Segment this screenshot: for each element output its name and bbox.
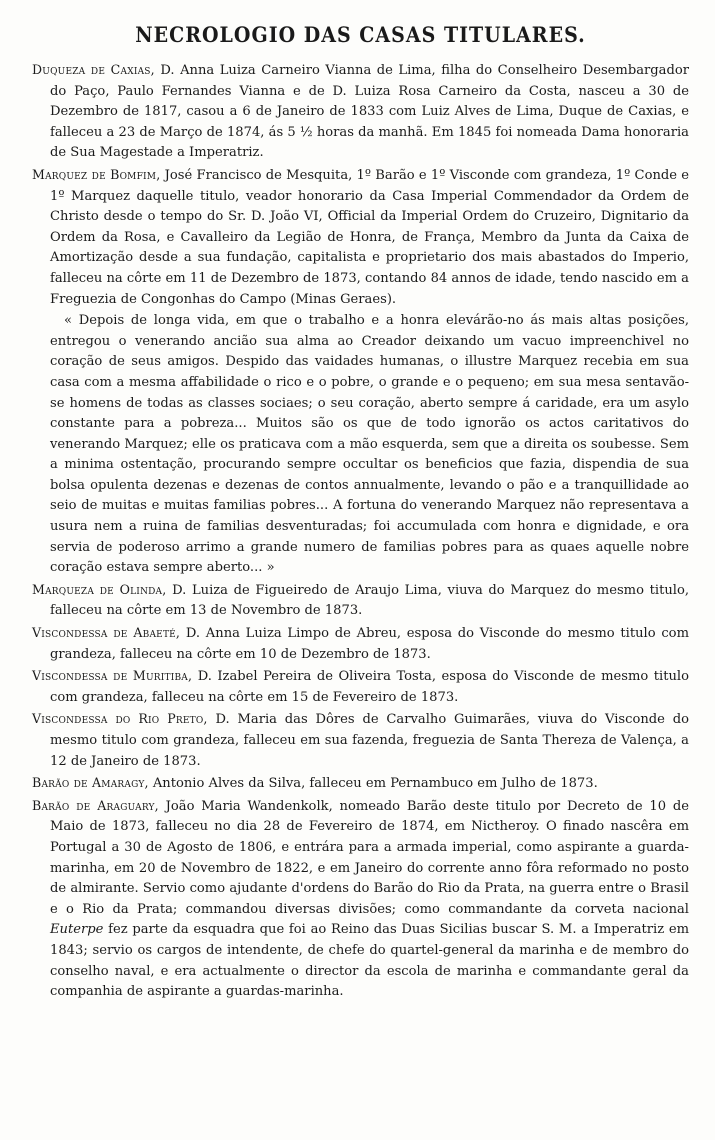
entry-duqueza-de-caxias <box>32 60 689 164</box>
quote-paragraph: « Depois de longa vida, em que o trabalho e a honra elevárão-no ás mais altas posições, entregou o venerando ancião sua alma ao Creador deixando um vacuo impreenchivel no coração de seus amigos. Despido das vaidades humanas, o illustre Marquez recebia em sua casa com a mesma affabilidade o rico e o pobre, o grande e o pequeno; em sua mesa sentavão-se homens de todas as classes sociaes; o seu coração, aberto sempre á caridade, era um asylo constante para a pobreza... Muitos são os que de todo ignorão os actos caritativos do venerando Marquez; elle os praticava com a mão esquerda, sem que a direita os soubesse. Sem a minima ostentação, procurando sempre occultar os beneficios que fazia, dispendia de sua bolsa opulenta dezenas e dezenas de contos annualmente, levando o pão e a tranquillidade ao seio de muitas e muitas familias pobres... A fortuna do venerando Marquez não representava a usura nem a ruina de familias desventuradas; foi accumulada com honra e dignidade, e ora servia de poderoso arrimo a grande numero de familias pobres para as quaes aquelle nobre coração estava sempre aberto... » <box>50 313 689 576</box>
page-title: NECROLOGIO DAS CASAS TITULARES. <box>135 22 586 48</box>
entry-name: Duqueza de Caxias, <box>32 62 155 77</box>
entry-name: Viscondessa de Muritiba, <box>32 668 193 684</box>
entry-text: Antonio Alves da Silva, falleceu em Pernambuco em Julho de 1873. <box>148 776 598 792</box>
entry-name: Barão de Araguary, <box>32 797 159 813</box>
entry-name: Barão de Amaragy, <box>32 775 149 791</box>
entry-text: João Maria Wandenkolk, nomeado Barão deste titulo por Decreto de 10 de Maio de 1873, falleceu no dia 28 de Fevereiro de 1874, em Nictheroy. O finado nascêra em Portugal a 30 de Agosto de 1806, e entrára para a armada imperial, como aspirante a guarda-marinha, em 20 de Novembro de 1822, e em Janeiro do corrente anno fôra reformado no posto de almirante. Servio como ajudante d'ordens do Barão do Rio da Prata, na guerra entre o Brasil e o Rio da Prata; commandou diversas divisões; como commandante da corveta nacional <box>50 798 689 917</box>
entry-barao-de-araguary <box>32 796 689 1003</box>
entry-text: José Francisco de Mesquita, 1º Barão e 1º Visconde com grandeza, 1º Conde e 1º Marquez daquelle titulo, veador honorario da Casa Imperial Commendador da Ordem de Christo desde o tempo do Sr. D. João VI, Official da Imperial Ordem do Cruzeiro, Dignitario da Ordem da Rosa, e Cavalleiro da Legião de Honra, de França, Membro da Junta da Caixa de Amortização desde a sua fundação, capitalista e proprietario dos mais abastados do Imperio, falleceu na côrte em 11 de Dezembro de 1873, contando 84 annos de idade, tendo nascido em a Freguezia de Congonhas do Campo (Minas Geraes). <box>50 167 690 307</box>
entry-text: D. Anna Luiza Limpo de Abreu, esposa do Visconde do mesmo titulo com grandeza, falleceu na côrte em 10 de Dezembro de 1873. <box>50 626 689 662</box>
entry-name: Marquez de Bomfim, <box>32 166 161 182</box>
ship-name: Euterpe <box>50 922 104 938</box>
entry-marqueza-de-olinda <box>32 580 689 622</box>
entry-text-continued: fez parte da esquadra que foi ao Reino das Duas Sicilias buscar S. M. a Imperatriz em 1843; servio os cargos de intendente, de chefe do quartel-general da marinha e de membro do conselho naval, e era actualmente o director da escola de marinha e commandante geral da companhia de aspirante a guardas-marinha. <box>50 922 689 1000</box>
entry-barao-de-amaragy <box>32 773 689 795</box>
entry-name: Viscondessa do Rio Preto, <box>32 711 208 727</box>
entry-text: D. Maria das Dôres de Carvalho Guimarães, viuva do Visconde do mesmo titulo com grandeza, falleceu em sua fazenda, freguezia de Santa Thereza de Valença, a 12 de Janeiro de 1873. <box>50 712 690 769</box>
entry-name: Viscondessa de Abaeté, <box>32 625 181 641</box>
entry-viscondessa-do-rio-preto <box>32 709 689 772</box>
entry-viscondessa-de-abaete <box>32 623 689 665</box>
entry-text: D. Izabel Pereira de Oliveira Tosta, esposa do Visconde de mesmo titulo com grandeza, falleceu na côrte em 15 de Fevereiro de 1873. <box>50 669 689 705</box>
entry-text: D. Anna Luiza Carneiro Vianna de Lima, filha do Conselheiro Desembargador do Paço, Paulo Fernandes Vianna e de D. Luiza Rosa Carneiro da Costa, nasceu a 30 de Dezembro de 1817, casou a 6 de Janeiro de 1833 com Luiz Alves de Lima, Duque de Caxias, e falleceu a 23 de Março de 1874, ás 5 ½ horas da manhã. Em 1845 foi nomeada Dama honoraria de Sua Magestade a Imperatriz. <box>50 63 689 161</box>
entry-text: D. Luiza de Figueiredo de Araujo Lima, viuva do Marquez do mesmo titulo, falleceu na côrte em 13 de Novembro de 1873. <box>50 582 690 619</box>
entry-viscondessa-de-muritiba <box>32 666 689 708</box>
entry-name: Marqueza de Olinda, <box>32 581 167 597</box>
entry-marquez-de-bomfim <box>32 165 689 310</box>
